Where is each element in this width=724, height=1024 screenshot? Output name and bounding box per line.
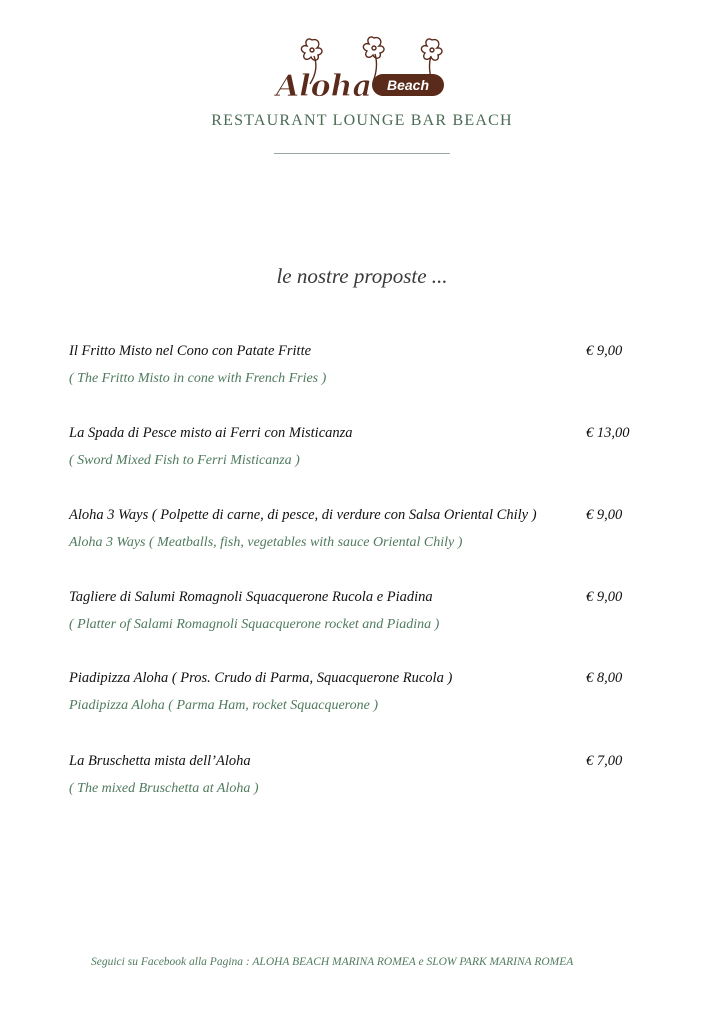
logo-badge-text: Beach <box>386 77 430 93</box>
menu-item-translation: ( The mixed Bruschetta at Aloha ) <box>69 781 259 796</box>
aloha-beach-logo <box>272 36 452 104</box>
menu-subtitle: le nostre proposte ... <box>276 264 448 288</box>
menu-item-name: Piadipizza Aloha ( Pros. Crudo di Parma, Squacquerone Rucola ) <box>69 670 453 686</box>
header-divider <box>274 153 450 154</box>
logo-brand-text: Aloha <box>276 69 372 104</box>
restaurant-tagline: RESTAURANT LOUNGE BAR BEACH <box>211 112 513 129</box>
menu-item-name: Aloha 3 Ways ( Polpette di carne, di pesce, di verdure con Salsa Oriental Chily ) <box>69 507 537 523</box>
menu-item-name: Tagliere di Salumi Romagnoli Squacquerone Rucola e Piadina <box>69 589 433 605</box>
menu-item-translation: ( Platter of Salami Romagnoli Squacquerone rocket and Piadina ) <box>69 617 440 632</box>
menu-item-price: € 9,00 <box>586 343 623 359</box>
menu-item-name: La Bruschetta mista dell’Aloha <box>69 753 251 769</box>
menu-item-name: La Spada di Pesce misto ai Ferri con Misticanza <box>69 425 353 441</box>
menu-item-translation: ( The Fritto Misto in cone with French Fries ) <box>69 371 327 386</box>
menu-item-translation: ( Sword Mixed Fish to Ferri Misticanza ) <box>69 453 300 468</box>
menu-item-price: € 9,00 <box>586 589 623 605</box>
facebook-footer-note: Seguici su Facebook alla Pagina : ALOHA BEACH MARINA ROMEA e SLOW PARK MARINA ROMEA <box>91 956 574 968</box>
menu-item-price: € 9,00 <box>586 507 623 523</box>
menu-item-translation: Piadipizza Aloha ( Parma Ham, rocket Squacquerone ) <box>69 698 378 713</box>
menu-item-price: € 7,00 <box>586 753 623 769</box>
menu-item-price: € 13,00 <box>586 425 630 441</box>
menu-item-name: Il Fritto Misto nel Cono con Patate Fritte <box>69 343 312 359</box>
hibiscus-flowers-logo-icon <box>272 36 452 104</box>
menu-item-translation: Aloha 3 Ways ( Meatballs, fish, vegetables with sauce Oriental Chily ) <box>69 535 463 550</box>
menu-item-price: € 8,00 <box>586 670 623 686</box>
